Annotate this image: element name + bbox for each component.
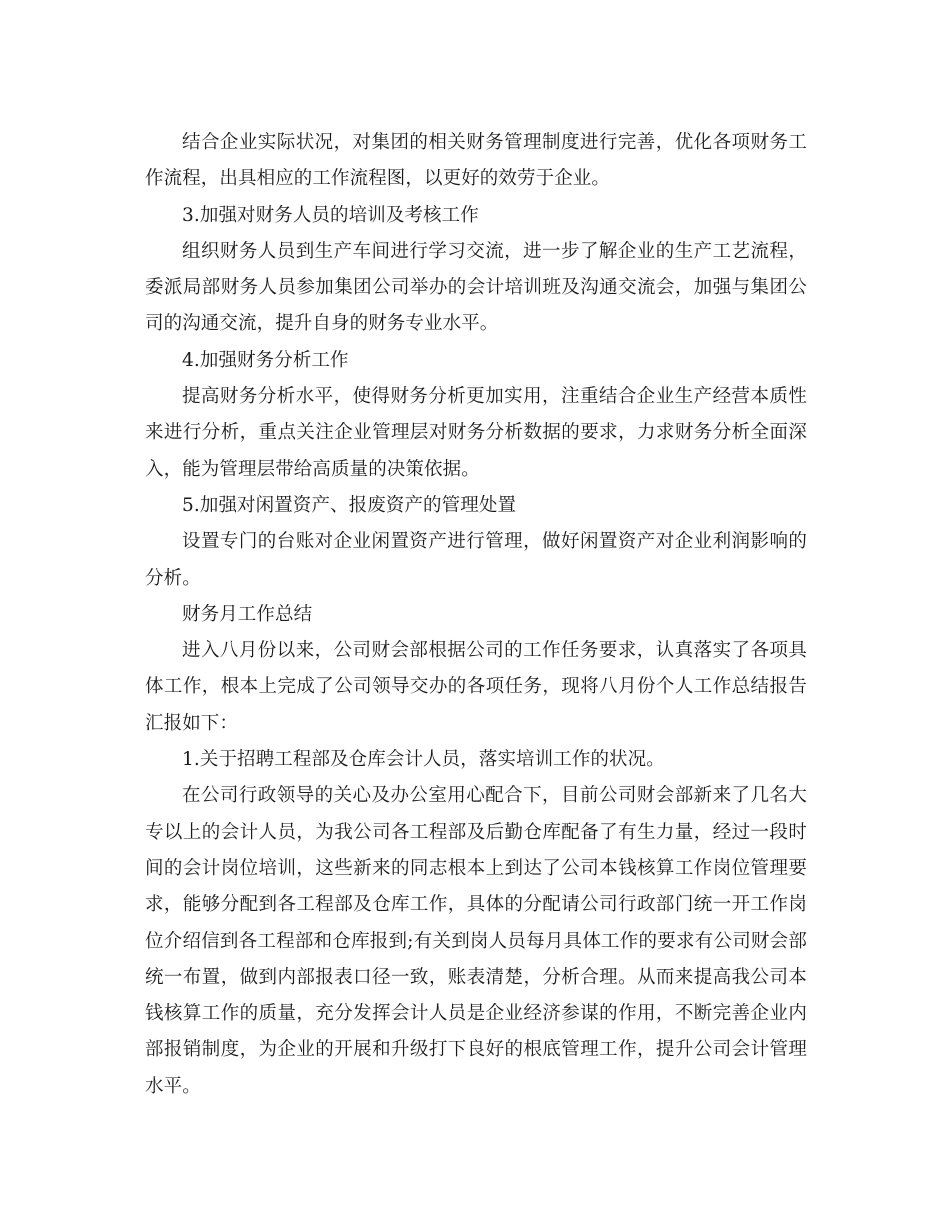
heading-recruitment: 1.关于招聘工程部及仓库会计人员，落实培训工作的状况。: [182, 749, 665, 771]
paragraph-financial-analysis: 提高财务分析水平，使得财务分析更加实用，注重结合企业生产经营本质性来进行分析，重点关注企业管理层对财务分析数据的要求，力求财务分析全面深入，能为管理层带给高质量的决策依据。: [145, 386, 807, 480]
document-body: [145, 125, 807, 1105]
paragraph-finance-system-improvement: 结合企业实际状况，对集团的相关财务管理制度进行完善，优化各项财务工作流程，出具相应的工作流程图，以更好的效劳于企业。: [145, 132, 807, 190]
section-title-monthly-summary: 财务月工作总结: [182, 603, 313, 625]
paragraph-recruitment: 在公司行政领导的关心及办公室用心配合下，目前公司财会部新来了几名大专以上的会计人员，为我公司各工程部及后勤仓库配备了有生力量，经过一段时间的会计岗位培训，这些新来的同志根本上到达了公司本钱核算工作岗位管理要求，能够分配到各工程部及仓库工作，具体的分配请公司行政部门统一开工作岗位介绍信到各工程部和仓库报到;有关到岗人员每月具体工作的要求有公司财会部统一布置，做到内部报表口径一致，账表清楚，分析合理。从而来提高我公司本钱核算工作的质量，充分发挥会计人员是企业经济参谋的作用，不断完善企业内部报销制度，为企业的开展和升级打下良好的根底管理工作，提升公司会计管理水平。: [145, 785, 807, 1097]
paragraph-august-intro: 进入八月份以来，公司财会部根据公司的工作任务要求，认真落实了各项具体工作，根本上完成了公司领导交办的各项任务，现将八月份个人工作总结报告汇报如下：: [145, 640, 807, 734]
heading-staff-training: 3.加强对财务人员的培训及考核工作: [182, 204, 479, 226]
heading-financial-analysis: 4.加强财务分析工作: [182, 349, 349, 371]
heading-idle-assets: 5.加强对闲置资产、报废资产的管理处置: [182, 494, 517, 516]
paragraph-idle-assets: 设置专门的台账对企业闲置资产进行管理，做好闲置资产对企业利润影响的分析。: [145, 531, 807, 589]
paragraph-staff-training: 组织财务人员到生产车间进行学习交流，进一步了解企业的生产工艺流程，委派局部财务人员参加集团公司举办的会计培训班及沟通交流会，加强与集团公司的沟通交流，提升自身的财务专业水平。: [145, 240, 807, 335]
